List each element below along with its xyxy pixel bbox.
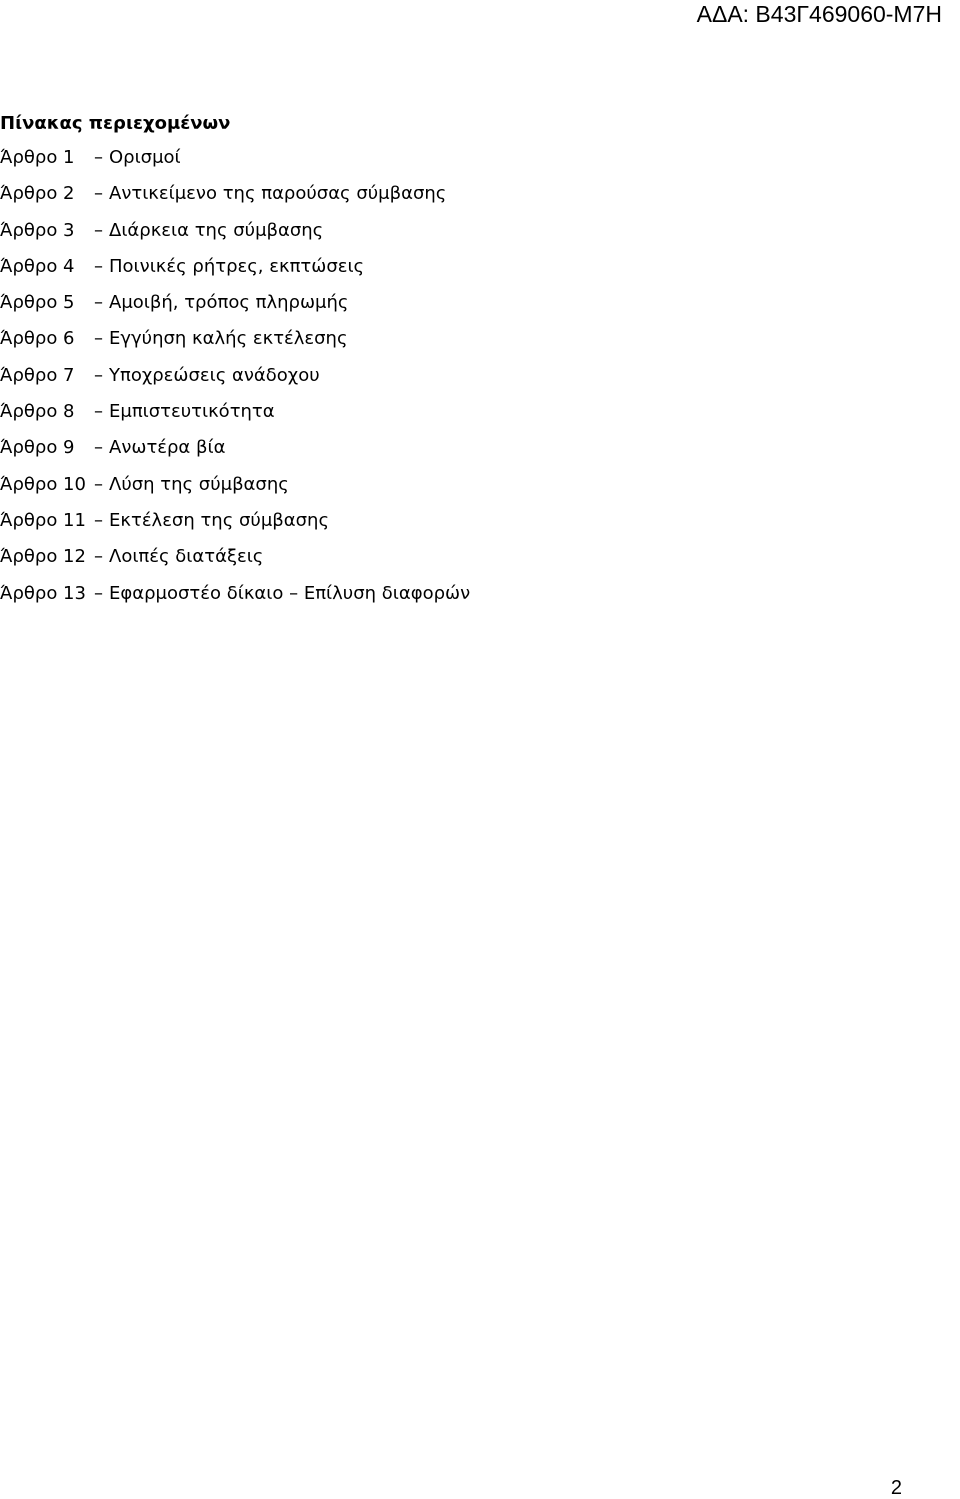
toc-item-article-2 xyxy=(0,176,700,212)
toc-item-article-3 xyxy=(0,213,700,249)
article-title: Διάρκεια της σύμβασης xyxy=(109,219,324,241)
article-label: Άρθρο 7 xyxy=(0,364,75,386)
dash-separator: – xyxy=(94,292,103,314)
toc-item-article-8 xyxy=(0,394,700,430)
article-label: Άρθρο 8 xyxy=(0,401,75,423)
dash-separator: – xyxy=(94,401,103,423)
article-label: Άρθρο 6 xyxy=(0,328,75,350)
article-label: Άρθρο 1 xyxy=(0,147,75,168)
toc-item-article-7 xyxy=(0,358,700,394)
article-label: Άρθρο 10 xyxy=(0,473,86,495)
dash-separator: – xyxy=(94,255,103,277)
article-label: Άρθρο 11 xyxy=(0,509,86,531)
toc-item-article-5 xyxy=(0,285,700,321)
dash-separator: – xyxy=(94,219,103,241)
article-label: Άρθρο 9 xyxy=(0,437,75,459)
page-number: 2 xyxy=(890,1477,902,1499)
article-label: Άρθρο 3 xyxy=(0,219,75,241)
dash-separator: – xyxy=(94,473,103,495)
table-of-contents xyxy=(0,112,700,612)
article-label: Άρθρο 4 xyxy=(0,255,75,277)
article-title: Ορισμοί xyxy=(109,147,181,168)
article-label: Άρθρο 13 xyxy=(0,582,86,604)
article-title: Αμοιβή, τρόπος πληρωμής xyxy=(109,292,349,314)
toc-item-article-4 xyxy=(0,249,700,285)
ada-code: ΑΔΑ: Β43Γ469060-Μ7Η xyxy=(696,1,942,27)
toc-item-article-9 xyxy=(0,430,700,466)
dash-separator: – xyxy=(94,147,103,168)
article-title: Λύση της σύμβασης xyxy=(109,473,289,495)
article-label: Άρθρο 12 xyxy=(0,546,86,568)
toc-item-article-6 xyxy=(0,321,700,357)
toc-item-article-13 xyxy=(0,576,700,612)
article-title: Εμπιστευτικότητα xyxy=(109,401,275,423)
article-title: Εκτέλεση της σύμβασης xyxy=(109,509,330,531)
dash-separator: – xyxy=(94,183,103,205)
article-title: Αντικείμενο της παρούσας σύμβασης xyxy=(109,183,447,205)
article-title: Ανωτέρα βία xyxy=(109,437,226,459)
dash-separator: – xyxy=(94,364,103,386)
article-title: Λοιπές διατάξεις xyxy=(109,546,264,568)
toc-title: Πίνακας περιεχομένων xyxy=(0,113,231,134)
dash-separator: – xyxy=(94,437,103,459)
toc-item-article-12 xyxy=(0,539,700,575)
article-title: Υποχρεώσεις ανάδοχου xyxy=(109,364,320,386)
dash-separator: – xyxy=(94,546,103,568)
article-title: Εγγύηση καλής εκτέλεσης xyxy=(109,328,348,350)
article-label: Άρθρο 5 xyxy=(0,292,75,314)
toc-item-article-11 xyxy=(0,503,700,539)
dash-separator: – xyxy=(94,328,103,350)
toc-item-article-10 xyxy=(0,467,700,503)
toc-list xyxy=(0,140,700,612)
article-title: Ποινικές ρήτρες, εκπτώσεις xyxy=(109,255,365,277)
dash-separator: – xyxy=(94,509,103,531)
article-title: Εφαρμοστέο δίκαιο – Επίλυση διαφορών xyxy=(109,582,471,604)
toc-item-article-1 xyxy=(0,140,700,176)
dash-separator: – xyxy=(94,582,103,604)
article-label: Άρθρο 2 xyxy=(0,183,75,205)
